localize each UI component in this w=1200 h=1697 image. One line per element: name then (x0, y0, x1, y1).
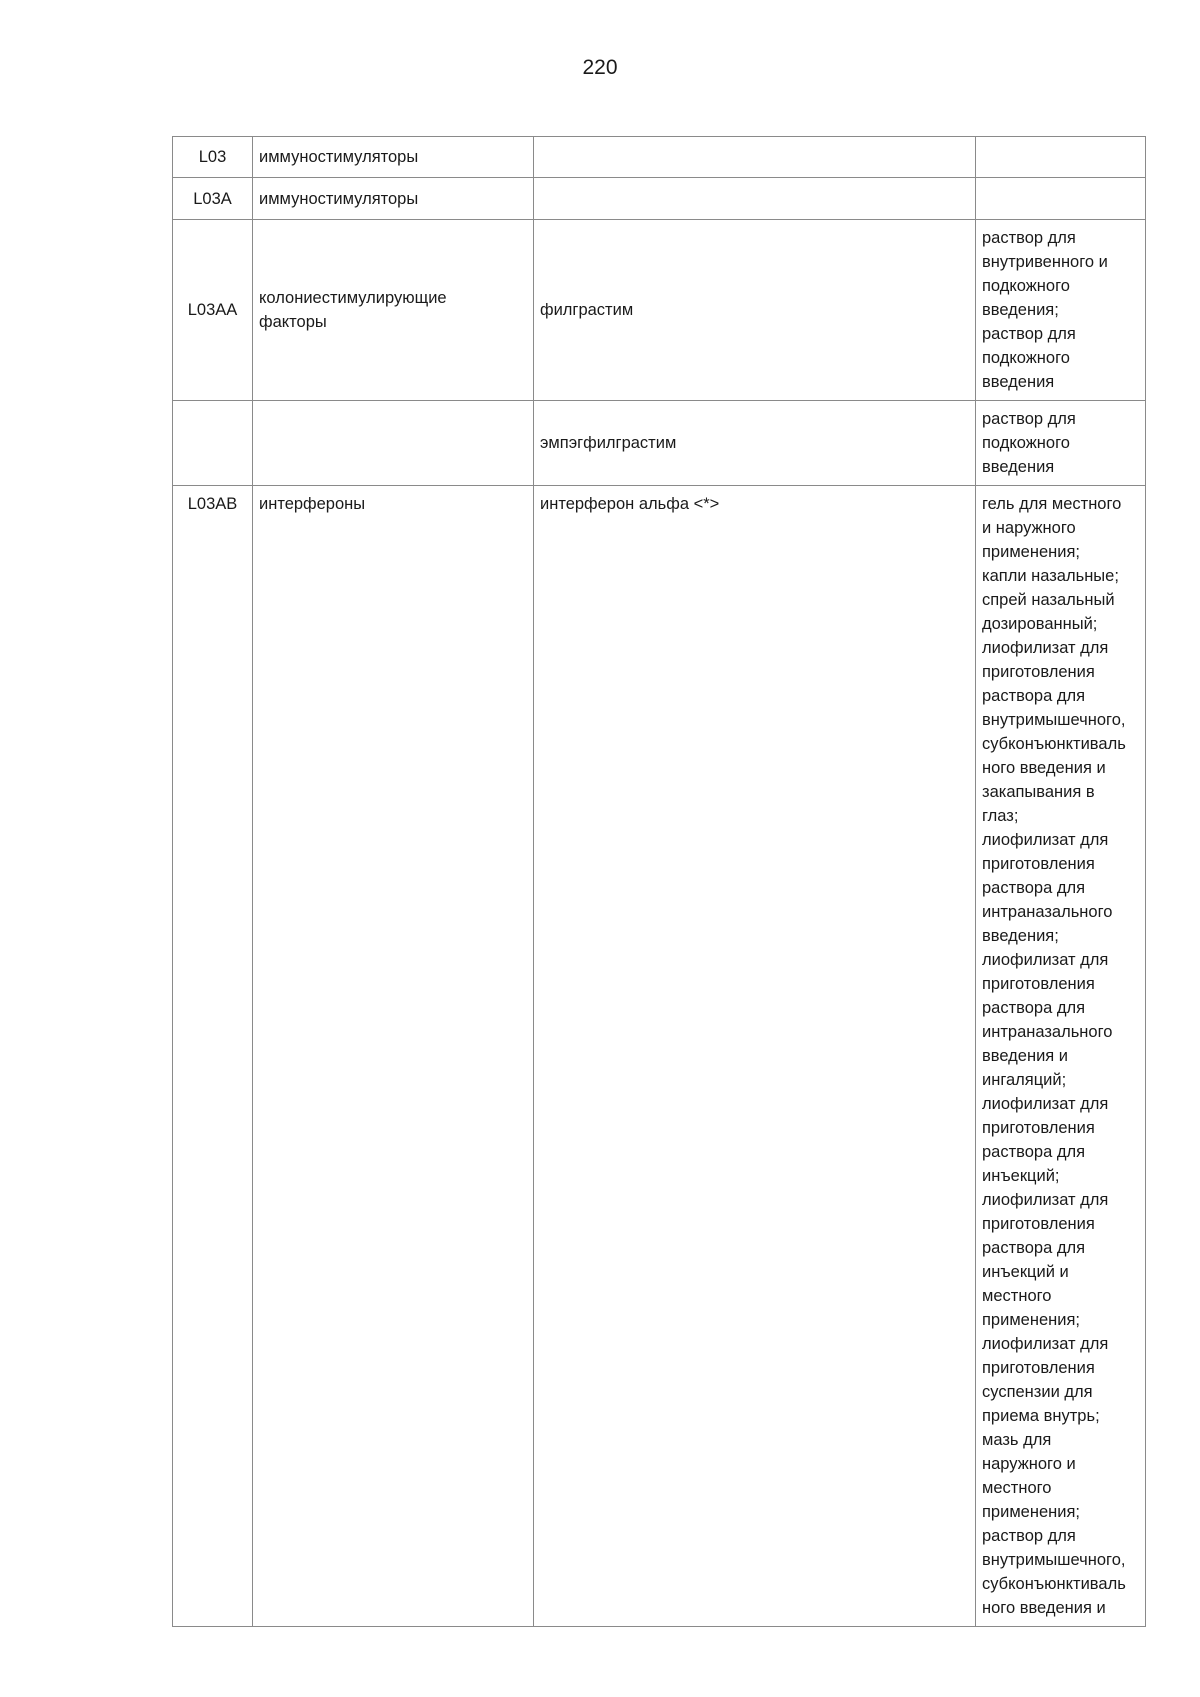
dosage-form-line: ного введения и (982, 759, 1106, 777)
dosage-form-line: подкожного (982, 277, 1070, 295)
group-name-cell (253, 401, 534, 486)
dosage-form-line: приема внутрь; (982, 1407, 1100, 1425)
dosage-form-cell (976, 220, 1146, 401)
dosage-form-line: раствор для (982, 1527, 1076, 1545)
dosage-form-line: лиофилизат для (982, 951, 1109, 969)
dosage-form-line: применения; (982, 1503, 1080, 1521)
group-name-line: факторы (259, 313, 327, 331)
table-row (173, 220, 1146, 401)
group-name-line: иммуностимуляторы (259, 148, 419, 166)
dosage-form-line: лиофилизат для (982, 831, 1109, 849)
dosage-form-line: гель для местного (982, 495, 1122, 513)
dosage-form-cell (976, 137, 1146, 178)
atc-code-cell: L03AB (173, 486, 253, 1627)
drug-name-cell: эмпэгфилграстим (534, 401, 976, 486)
drug-name-cell: филграстим (534, 220, 976, 401)
dosage-form-line: внутримышечного, (982, 1551, 1126, 1569)
dosage-form-line: введения и (982, 1047, 1069, 1065)
dosage-form-line: внутривенного и (982, 253, 1108, 271)
dosage-form-line: капли назальные; (982, 567, 1119, 585)
table-body (173, 137, 1146, 1627)
table-row (173, 486, 1146, 1627)
group-name-line: колониестимулирующие (259, 289, 447, 307)
page-number: 220 (582, 56, 618, 79)
group-name-cell (253, 220, 534, 401)
dosage-form-cell (976, 486, 1146, 1627)
dosage-form-line: инъекций; (982, 1167, 1060, 1185)
dosage-form-line: ного введения и (982, 1599, 1106, 1617)
dosage-form-line: применения; (982, 1311, 1080, 1329)
dosage-form-line: подкожного (982, 349, 1070, 367)
dosage-form-line: раствор для (982, 410, 1076, 428)
dosage-form-line: закапывания в (982, 783, 1095, 801)
group-name-cell (253, 486, 534, 1627)
dosage-form-line: суспензии для (982, 1383, 1093, 1401)
dosage-form-line: субконъюнктиваль (982, 1575, 1126, 1593)
dosage-form-line: инъекций и (982, 1263, 1069, 1281)
group-name-cell (253, 178, 534, 220)
dosage-form-line: приготовления (982, 1359, 1095, 1377)
drug-table (172, 136, 1146, 1627)
dosage-form-line: лиофилизат для (982, 1095, 1109, 1113)
atc-code-cell (173, 401, 253, 486)
drug-name-cell: интерферон альфа <*> (534, 486, 976, 1627)
dosage-form-line: местного (982, 1479, 1052, 1497)
dosage-form-line: лиофилизат для (982, 1335, 1109, 1353)
dosage-form-line: глаз; (982, 807, 1019, 825)
drug-name-cell (534, 178, 976, 220)
table-row (173, 401, 1146, 486)
dosage-form-line: спрей назальный (982, 591, 1115, 609)
group-name-line: интерфероны (259, 495, 366, 513)
dosage-form-line: введения (982, 373, 1055, 391)
dosage-form-cell (976, 401, 1146, 486)
atc-code-cell: L03 (173, 137, 253, 178)
dosage-form-line: введения; (982, 301, 1059, 319)
dosage-form-line: применения; (982, 543, 1080, 561)
dosage-form-line: мазь для (982, 1431, 1052, 1449)
dosage-form-line: раствора для (982, 999, 1086, 1017)
dosage-form-line: внутримышечного, (982, 711, 1126, 729)
dosage-form-line: раствор для (982, 325, 1076, 343)
atc-code-cell: L03A (173, 178, 253, 220)
dosage-form-line: наружного и (982, 1455, 1076, 1473)
dosage-form-line: интраназального (982, 903, 1113, 921)
atc-code-cell: L03AA (173, 220, 253, 401)
dosage-form-line: и наружного (982, 519, 1076, 537)
dosage-form-line: раствора для (982, 1239, 1086, 1257)
dosage-form-line: приготовления (982, 1215, 1095, 1233)
dosage-form-line: введения; (982, 927, 1059, 945)
dosage-form-line: приготовления (982, 855, 1095, 873)
dosage-form-line: раствор для (982, 229, 1076, 247)
dosage-form-cell (976, 178, 1146, 220)
dosage-form-line: субконъюнктиваль (982, 735, 1126, 753)
dosage-form-line: лиофилизат для (982, 639, 1109, 657)
group-name-cell (253, 137, 534, 178)
drug-name-cell (534, 137, 976, 178)
table-row (173, 178, 1146, 220)
group-name-line: иммуностимуляторы (259, 189, 419, 208)
dosage-form-line: местного (982, 1287, 1052, 1305)
dosage-form-line: раствора для (982, 879, 1086, 897)
dosage-form-line: приготовления (982, 663, 1095, 681)
dosage-form-line: приготовления (982, 975, 1095, 993)
dosage-form-line: дозированный; (982, 615, 1098, 633)
dosage-form-line: приготовления (982, 1119, 1095, 1137)
dosage-form-line: раствора для (982, 687, 1086, 705)
dosage-form-line: раствора для (982, 1143, 1086, 1161)
dosage-form-line: ингаляций; (982, 1071, 1067, 1089)
dosage-form-line: введения (982, 458, 1055, 476)
table-row (173, 137, 1146, 178)
dosage-form-line: интраназального (982, 1023, 1113, 1041)
dosage-form-line: лиофилизат для (982, 1191, 1109, 1209)
dosage-form-line: подкожного (982, 434, 1070, 452)
